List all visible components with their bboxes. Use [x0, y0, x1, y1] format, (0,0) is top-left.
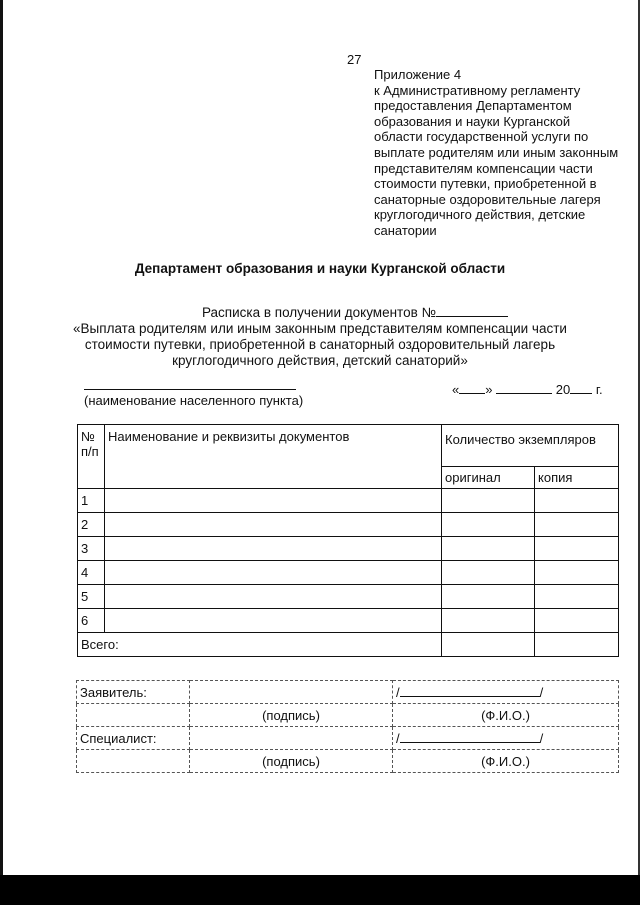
specialist-label: Специалист: — [77, 727, 190, 750]
original-count-cell[interactable] — [442, 561, 535, 585]
receipt-line-2: «Выплата родителям или иным законным представителям компенсации части — [73, 321, 567, 336]
copy-count-cell[interactable] — [535, 561, 619, 585]
appendix-line: к Административному регламенту — [374, 82, 581, 98]
slash: / — [396, 731, 400, 746]
applicant-caption-row — [77, 704, 619, 727]
day-blank — [459, 381, 485, 394]
appendix-line: образования и науки Курганской — [374, 113, 571, 129]
empty-cell — [77, 750, 190, 773]
year-suffix: г. — [595, 382, 603, 397]
specialist-name-field[interactable] — [393, 727, 619, 750]
doc-name-cell[interactable] — [105, 609, 442, 633]
copy-count-cell[interactable] — [535, 489, 619, 513]
date-field — [452, 381, 603, 397]
total-row — [78, 633, 619, 657]
appendix-line: стоимости путевки, приобретенной в — [374, 176, 597, 192]
doc-name-cell[interactable] — [105, 489, 442, 513]
page-number: 27 — [347, 52, 362, 67]
total-copy-cell[interactable] — [535, 633, 619, 657]
scan-bottom-edge — [0, 875, 640, 905]
original-count-cell[interactable] — [442, 513, 535, 537]
original-count-cell[interactable] — [442, 489, 535, 513]
appendix-line: круглогодичного действия, детские — [374, 207, 586, 223]
year-prefix: 20 — [555, 382, 571, 397]
slash: / — [539, 685, 544, 700]
appendix-line: санаторные оздоровительные лагеря — [374, 191, 601, 207]
name-caption: (Ф.И.О.) — [393, 704, 619, 727]
original-count-cell[interactable] — [442, 585, 535, 609]
receipt-line-4: круглогодичного действия, детский санаторий» — [172, 353, 468, 368]
table-row — [78, 537, 619, 561]
appendix-line: выплате родителям или иным законным — [374, 144, 619, 160]
copy-count-cell[interactable] — [535, 537, 619, 561]
total-original-cell[interactable] — [442, 633, 535, 657]
specialist-signature-field[interactable] — [190, 727, 393, 750]
receipt-number-blank — [436, 304, 508, 317]
row-number: 4 — [78, 561, 105, 585]
place-caption: (наименование населенного пункта) — [84, 393, 304, 408]
copy-count-cell[interactable] — [535, 585, 619, 609]
name-blank — [400, 730, 540, 743]
slash: / — [539, 731, 544, 746]
copy-count-cell[interactable] — [535, 513, 619, 537]
original-count-cell[interactable] — [442, 537, 535, 561]
appendix-line: представителям компенсации части — [374, 160, 593, 176]
table-row — [78, 489, 619, 513]
year-blank — [570, 381, 592, 394]
empty-cell — [77, 704, 190, 727]
appendix-line: санатории — [374, 222, 437, 238]
signature-caption: (подпись) — [190, 750, 393, 773]
total-label: Всего: — [78, 633, 442, 657]
slash: / — [396, 685, 400, 700]
documents-table — [77, 424, 619, 657]
applicant-label: Заявитель: — [77, 681, 190, 704]
specialist-row — [77, 727, 619, 750]
appendix-line: Приложение 4 — [374, 67, 462, 82]
copy-count-cell[interactable] — [535, 609, 619, 633]
col-name-header: Наименование и реквизиты документов — [105, 425, 442, 489]
receipt-line-1: Расписка в получении документов № — [201, 305, 436, 320]
receipt-heading — [0, 304, 640, 369]
table-row — [78, 513, 619, 537]
doc-name-cell[interactable] — [105, 585, 442, 609]
row-number: 5 — [78, 585, 105, 609]
applicant-name-field[interactable] — [393, 681, 619, 704]
signatures-table — [76, 680, 619, 773]
row-number: 3 — [78, 537, 105, 561]
original-count-cell[interactable] — [442, 609, 535, 633]
doc-name-cell[interactable] — [105, 561, 442, 585]
name-caption: (Ф.И.О.) — [393, 750, 619, 773]
specialist-caption-row — [77, 750, 619, 773]
doc-name-cell[interactable] — [105, 513, 442, 537]
month-blank — [496, 381, 552, 394]
doc-name-cell[interactable] — [105, 537, 442, 561]
table-row — [78, 585, 619, 609]
signature-caption: (подпись) — [190, 704, 393, 727]
applicant-row — [77, 681, 619, 704]
applicant-signature-field[interactable] — [190, 681, 393, 704]
col-number-header: № п/п — [78, 425, 105, 489]
appendix-line: области государственной услуги по — [374, 129, 589, 145]
department-title: Департамент образования и науки Курганской области — [134, 261, 506, 276]
table-row — [78, 609, 619, 633]
col-qty-header: Количество экземпляров — [442, 425, 619, 467]
col-copy-header: копия — [535, 467, 619, 489]
col-original-header: оригинал — [442, 467, 535, 489]
date-open-quote: « — [452, 382, 460, 397]
appendix-line: предоставления Департаментом — [374, 98, 572, 114]
name-blank — [400, 684, 540, 697]
appendix-header — [374, 67, 634, 239]
place-blank — [84, 389, 296, 390]
row-number: 6 — [78, 609, 105, 633]
row-number: 2 — [78, 513, 105, 537]
row-number: 1 — [78, 489, 105, 513]
receipt-line-3: стоимости путевки, приобретенной в санаторный оздоровительный лагерь — [84, 337, 556, 352]
date-close-quote: » — [485, 382, 493, 397]
table-row — [78, 561, 619, 585]
page-edge-left — [0, 0, 3, 905]
